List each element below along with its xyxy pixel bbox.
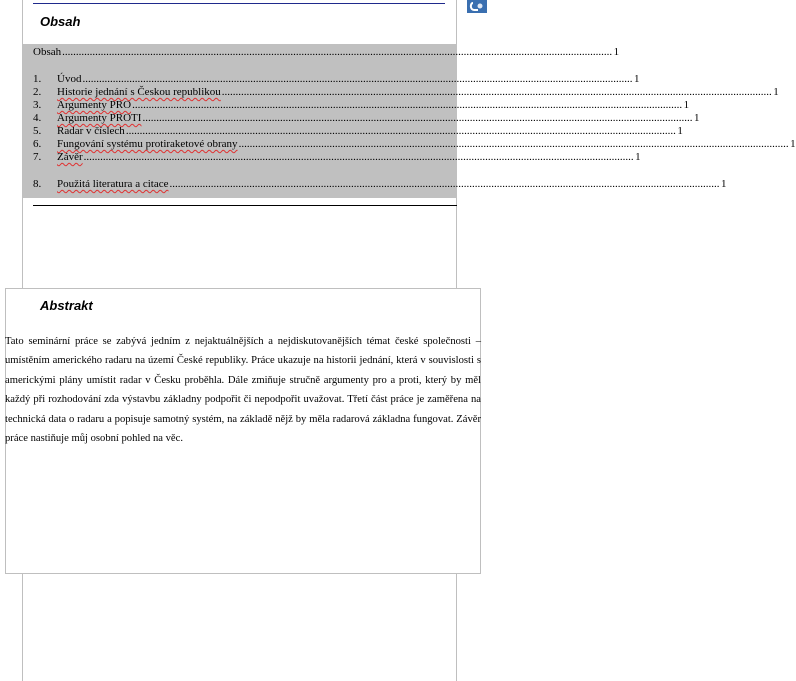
toc-entry-title: Obsah <box>33 46 62 58</box>
toc-entry[interactable] <box>33 99 690 112</box>
toc-entry-number: 7. <box>33 151 42 163</box>
toc-leader-dots: ........................................................................................................................................................................................................ <box>125 125 676 137</box>
toc-leader-dots: ........................................................................................................................................................................................................ <box>82 73 633 85</box>
toc-entry[interactable] <box>33 112 700 125</box>
toc-leader-dots: ........................................................................................................................................................................................................ <box>83 151 634 163</box>
toc-entry-page: 1 <box>790 138 796 150</box>
toc-entry-title: Fungování systému protiraketové obrany <box>57 138 238 150</box>
toc-entry[interactable] <box>33 178 727 191</box>
toc-entry-title: Použitá literatura a citace <box>57 178 169 190</box>
toc-entry-title: Argumenty PRO <box>57 99 132 111</box>
toc-entry-title: Argumenty PROTI <box>57 112 142 124</box>
toc-leader-dots: ........................................................................................................................................................................................................ <box>142 112 693 124</box>
toc-entry[interactable] <box>33 86 779 99</box>
toc-leader-dots: ........................................................................................................................................................................................................ <box>169 178 720 190</box>
toc-entry-number: 5. <box>33 125 42 137</box>
toc-entry-page: 1 <box>635 151 641 163</box>
toc-entry-title: Historie jednání s Českou republikou <box>57 86 221 98</box>
toc-entry-number: 6. <box>33 138 42 150</box>
toc-leader-dots: ........................................................................................................................................................................................................ <box>62 46 613 58</box>
toc-entry[interactable] <box>33 73 640 86</box>
toc-entry-page: 1 <box>613 46 620 58</box>
toc-entry-number: 3. <box>33 99 42 111</box>
toc-entry-page: 1 <box>773 86 779 98</box>
toc-leader-dots: ........................................................................................................................................................................................................ <box>221 86 772 98</box>
toc-entry-title: Úvod <box>57 73 82 85</box>
toc-entry-page: 1 <box>693 112 700 124</box>
toc-entry[interactable] <box>33 151 641 164</box>
toc-leader-dots: ........................................................................................................................................................................................................ <box>132 99 683 111</box>
toc-entry-page: 1 <box>720 178 727 190</box>
toc-entry-page: 1 <box>677 125 683 137</box>
toc-entry-number: 8. <box>33 178 42 190</box>
application-icon[interactable] <box>465 0 487 13</box>
toc-entry-page: 1 <box>633 73 640 85</box>
toc-entry-number: 1. <box>33 73 42 85</box>
toc-entry[interactable] <box>33 46 620 59</box>
abstract-heading: Abstrakt <box>40 298 93 313</box>
toc-entry[interactable] <box>33 125 683 138</box>
toc-end-rule <box>33 205 457 206</box>
abstract-paragraph[interactable]: Tato seminární práce se zabývá jedním z nejaktuálnějších a nejdiskutovanějších témat české společnosti – umístěním amerického radaru na území České republiky. Práce ukazuje na historii jednání, která v souvislosti s americkými plány umístit radar v Česku proběhla. Dále zmiňuje stručně argumenty pro a proti, který by měl každý při rozhodování zda výstavbu základny podpořit či nepodpořit uvažovat. Třetí část práce je zaměřena na technická data o radaru a popisuje samotný systém, na základě nějž by měla radarová základna fungovat. Závěr práce nastiňuje můj osobní pohled na věc. <box>5 336 481 445</box>
toc-entry[interactable] <box>33 138 796 151</box>
toc-entry-number: 2. <box>33 86 42 98</box>
toc-entry-page: 1 <box>683 99 690 111</box>
toc-leader-dots: ........................................................................................................................................................................................................ <box>238 138 789 150</box>
toc-entry-title: Radar v číslech <box>57 125 125 137</box>
toc-entry-number: 4. <box>33 112 42 124</box>
toc-heading: Obsah <box>40 14 81 29</box>
header-rule <box>33 3 445 4</box>
toc-entry-title: Závěr <box>57 151 83 163</box>
